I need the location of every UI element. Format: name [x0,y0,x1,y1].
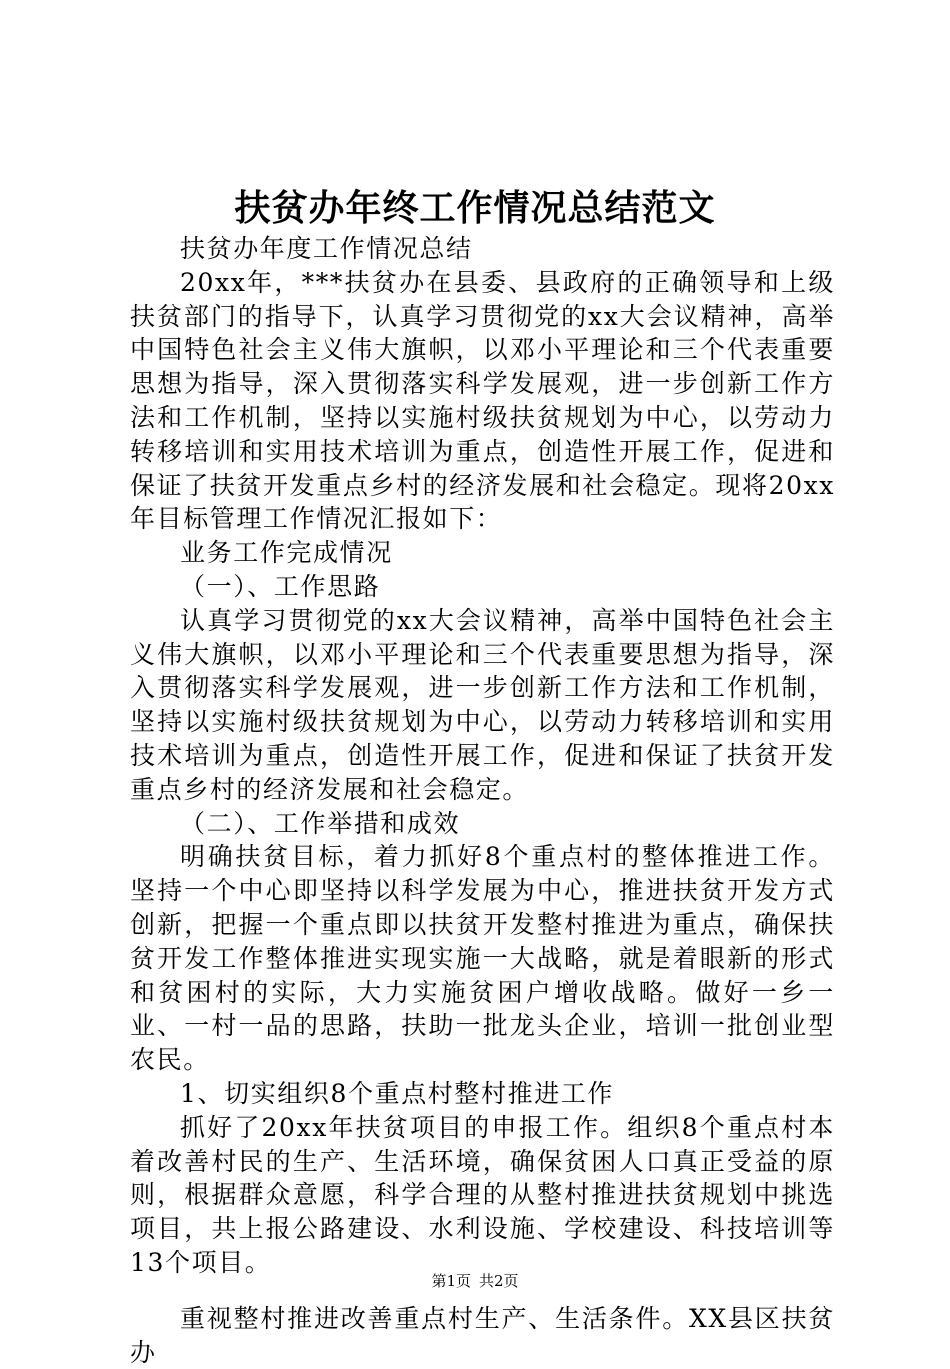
continuation-paragraph: 重视整村推进改善重点村生产、生活条件。XX县区扶贫办 [130,1303,835,1367]
subtitle-paragraph: 扶贫办年度工作情况总结 [180,234,473,263]
work-approach-paragraph: 认真学习贯彻党的xx大会议精神，高举中国特色社会主义伟大旗帜，以邓小平理论和三个代表重要思想为指导，深入贯彻落实科学发展观，进一步创新工作方法和工作机制，坚持以实施村级扶贫规划为中心，以劳动力转移培训和实用技术培训为重点，创造性开展工作，促进和保证了扶贫开发重点乡村的经济发展和社会稳定。 [130,605,835,804]
page-total: 共2页 [479,1272,519,1290]
subsection-heading-2: （二）、工作举措和成效 [180,808,461,838]
page-number: 第1页 [431,1272,471,1290]
intro-paragraph: 20xx年，***扶贫办在县委、县政府的正确领导和上级扶贫部门的指导下，认真学习贯彻党的xx大会议精神，高举中国特色社会主义伟大旗帜，以邓小平理论和三个代表重要思想为指导，深入贯彻落实科学发展观，进一步创新工作方法和工作机制，坚持以实施村级扶贫规划为中心，以劳动力转移培训和实用技术培训为重点，创造性开展工作，促进和保证了扶贫开发重点乡村的经济发展和社会稳定。现将20xx年目标管理工作情况汇报如下： [130,267,835,534]
document-title: 扶贫办年终工作情况总结范文 [234,187,716,229]
section-heading: 业务工作完成情况 [180,538,393,568]
document-body [130,232,835,1369]
project-paragraph: 抓好了20xx年扶贫项目的申报工作。组织8个重点村本着改善村民的生产、生活环境，确保贫困人口真正受益的原则，根据群众意愿，科学合理的从整村推进扶贫规划中挑选项目，共上报公路建设、水利设施、学校建设、科技培训等13个项目。 [130,1112,835,1277]
item-heading-1: 1、切实组织8个重点村整村推进工作 [180,1078,615,1108]
page-footer [0,1270,950,1292]
subsection-heading-1: （一）、工作思路 [180,571,381,601]
measures-paragraph: 明确扶贫目标，着力抓好8个重点村的整体推进工作。坚持一个中心即坚持以科学发展为中心，推进扶贫开发方式创新，把握一个重点即以扶贫开发整村推进为重点，确保扶贫开发工作整体推进实现实施一大战略，就是着眼新的形式和贫困村的实际，大力实施贫困户增收战略。做好一乡一业、一村一品的思路，扶助一批龙头企业，培训一批创业型农民。 [130,842,835,1075]
